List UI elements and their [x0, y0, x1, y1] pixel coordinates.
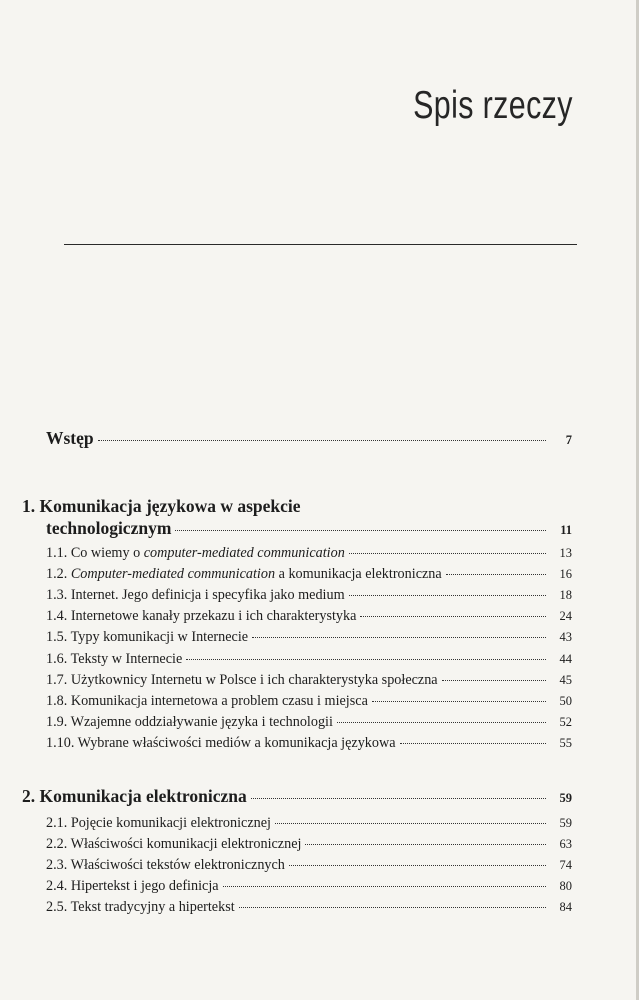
dot-leader — [289, 865, 546, 866]
toc-label — [46, 545, 345, 562]
toc-page: 59 — [559, 816, 572, 830]
title-rule — [64, 244, 577, 245]
dot-leader — [251, 798, 546, 799]
toc-page: 44 — [559, 651, 572, 666]
toc-entry-2-1[interactable] — [46, 815, 572, 832]
toc-label — [46, 815, 271, 832]
section-title-rest: a komunikacja elektroniczna — [278, 566, 442, 583]
dot-leader — [446, 574, 546, 575]
toc-label — [46, 899, 235, 916]
section-title: Wzajemne oddziaływanie języka i technologii — [70, 713, 333, 730]
section-title: Właściwości komunikacji elektronicznej — [70, 836, 302, 852]
toc-entry-2-4[interactable] — [46, 878, 572, 895]
toc-entry-1-10[interactable] — [46, 735, 572, 752]
dot-leader — [372, 701, 546, 702]
dot-leader — [175, 530, 546, 531]
section-title: Hipertekst i jego definicja — [70, 878, 219, 894]
toc-entry-1-8[interactable] — [46, 693, 572, 710]
toc-label — [46, 566, 442, 583]
section-number: 2.2. — [46, 836, 68, 852]
section-title: Użytkownicy Internetu w Polsce i ich charakterystyka społeczna — [70, 671, 438, 688]
toc-label — [46, 836, 301, 853]
dot-leader — [305, 844, 546, 845]
toc-page: 16 — [559, 567, 572, 582]
toc-entry-2-5[interactable] — [46, 899, 572, 916]
section-title: Pojęcie komunikacji elektronicznej — [70, 815, 271, 831]
section-number: 1.3. — [46, 587, 68, 604]
toc-page: 11 — [560, 523, 572, 537]
dot-leader — [275, 823, 546, 824]
toc-page: 24 — [559, 609, 572, 624]
section-number: 1.9. — [46, 713, 68, 730]
section-number: 2.1. — [46, 815, 68, 831]
section-title: Właściwości tekstów elektronicznych — [70, 857, 285, 873]
toc-label — [46, 857, 285, 874]
toc-page: 63 — [559, 837, 572, 851]
toc-entry-1-1[interactable] — [46, 545, 572, 562]
toc-label — [46, 629, 248, 646]
dot-leader — [252, 637, 546, 638]
section-number: 1.6. — [46, 650, 68, 667]
toc-label — [46, 608, 356, 625]
toc-page: 43 — [559, 630, 572, 645]
dot-leader — [349, 595, 546, 596]
toc-label: Wstęp — [46, 428, 94, 448]
toc-page: 74 — [559, 858, 572, 872]
toc-page: 80 — [559, 879, 572, 893]
toc-page: 7 — [565, 433, 572, 447]
toc-page: 45 — [559, 672, 572, 687]
toc-entry-wstep[interactable] — [46, 428, 572, 449]
dot-leader — [98, 440, 546, 441]
dot-leader — [223, 886, 546, 887]
toc-label — [46, 693, 368, 710]
section-title: Internet. Jego definicja i specyfika jako medium — [70, 587, 345, 604]
toc-entry-chapter2[interactable] — [22, 786, 572, 807]
section-number: 1.2. — [46, 566, 68, 583]
toc-label: technologicznym — [46, 518, 172, 538]
toc-label — [46, 651, 182, 668]
toc-label — [46, 714, 333, 731]
section-title: Tekst tradycyjny a hipertekst — [70, 899, 235, 915]
toc-entry-chapter1[interactable] — [46, 518, 572, 539]
section-number: 2.3. — [46, 857, 68, 873]
toc-entry-1-3[interactable] — [46, 587, 572, 604]
section-number: 1.8. — [46, 692, 68, 709]
section-title: Teksty w Internecie — [70, 650, 183, 667]
toc-entry-1-6[interactable] — [46, 651, 572, 668]
dot-leader — [442, 680, 546, 681]
section-number: 2.4. — [46, 878, 68, 894]
dot-leader — [400, 743, 546, 744]
toc-entry-2-3[interactable] — [46, 857, 572, 874]
dot-leader — [349, 553, 546, 554]
toc-page: 18 — [559, 588, 572, 603]
toc-entry-1-4[interactable] — [46, 608, 572, 625]
toc-entry-2-2[interactable] — [46, 836, 572, 853]
toc-label — [46, 878, 219, 895]
toc-entry-1-5[interactable] — [46, 629, 572, 646]
toc-page: 55 — [559, 735, 572, 750]
toc-label — [46, 587, 345, 604]
section-number: 1.4. — [46, 608, 68, 625]
toc-page: 59 — [559, 791, 572, 805]
section-number: 1.7. — [46, 671, 68, 688]
section-title: Co wiemy o — [70, 545, 141, 561]
section-title: Komunikacja internetowa a problem czasu i miejsca — [70, 692, 368, 709]
section-number: 1.10. — [46, 734, 75, 751]
toc-page: 84 — [559, 900, 572, 914]
section-title: Typy komunikacji w Internecie — [70, 629, 249, 646]
section-title-italic: Computer-mediated communication — [70, 566, 276, 583]
toc-entry-1-2[interactable] — [46, 566, 572, 583]
section-number: 1.1. — [46, 545, 68, 561]
dot-leader — [186, 659, 546, 660]
section-title: Wybrane właściwości mediów a komunikacja językowa — [77, 734, 396, 751]
dot-leader — [337, 722, 546, 723]
section-number: 1.5. — [46, 629, 68, 646]
section-title-italic: computer-mediated communication — [143, 545, 345, 561]
toc-label — [46, 672, 438, 689]
toc-page: 52 — [559, 714, 572, 729]
toc-label: 2. Komunikacja elektroniczna — [22, 786, 247, 806]
section-title: Internetowe kanały przekazu i ich charakterystyka — [70, 608, 357, 625]
toc-label — [46, 735, 396, 752]
chapter1-title-line1[interactable]: 1. Komunikacja językowa w aspekcie — [22, 496, 301, 516]
page-title: Spis rzeczy — [413, 84, 573, 127]
toc-page: 13 — [559, 546, 572, 560]
toc-entry-1-7[interactable] — [46, 672, 572, 689]
section-number: 2.5. — [46, 899, 68, 915]
dot-leader — [239, 907, 546, 908]
toc-entry-1-9[interactable] — [46, 714, 572, 731]
dot-leader — [360, 616, 546, 617]
toc-page: 50 — [559, 693, 572, 708]
